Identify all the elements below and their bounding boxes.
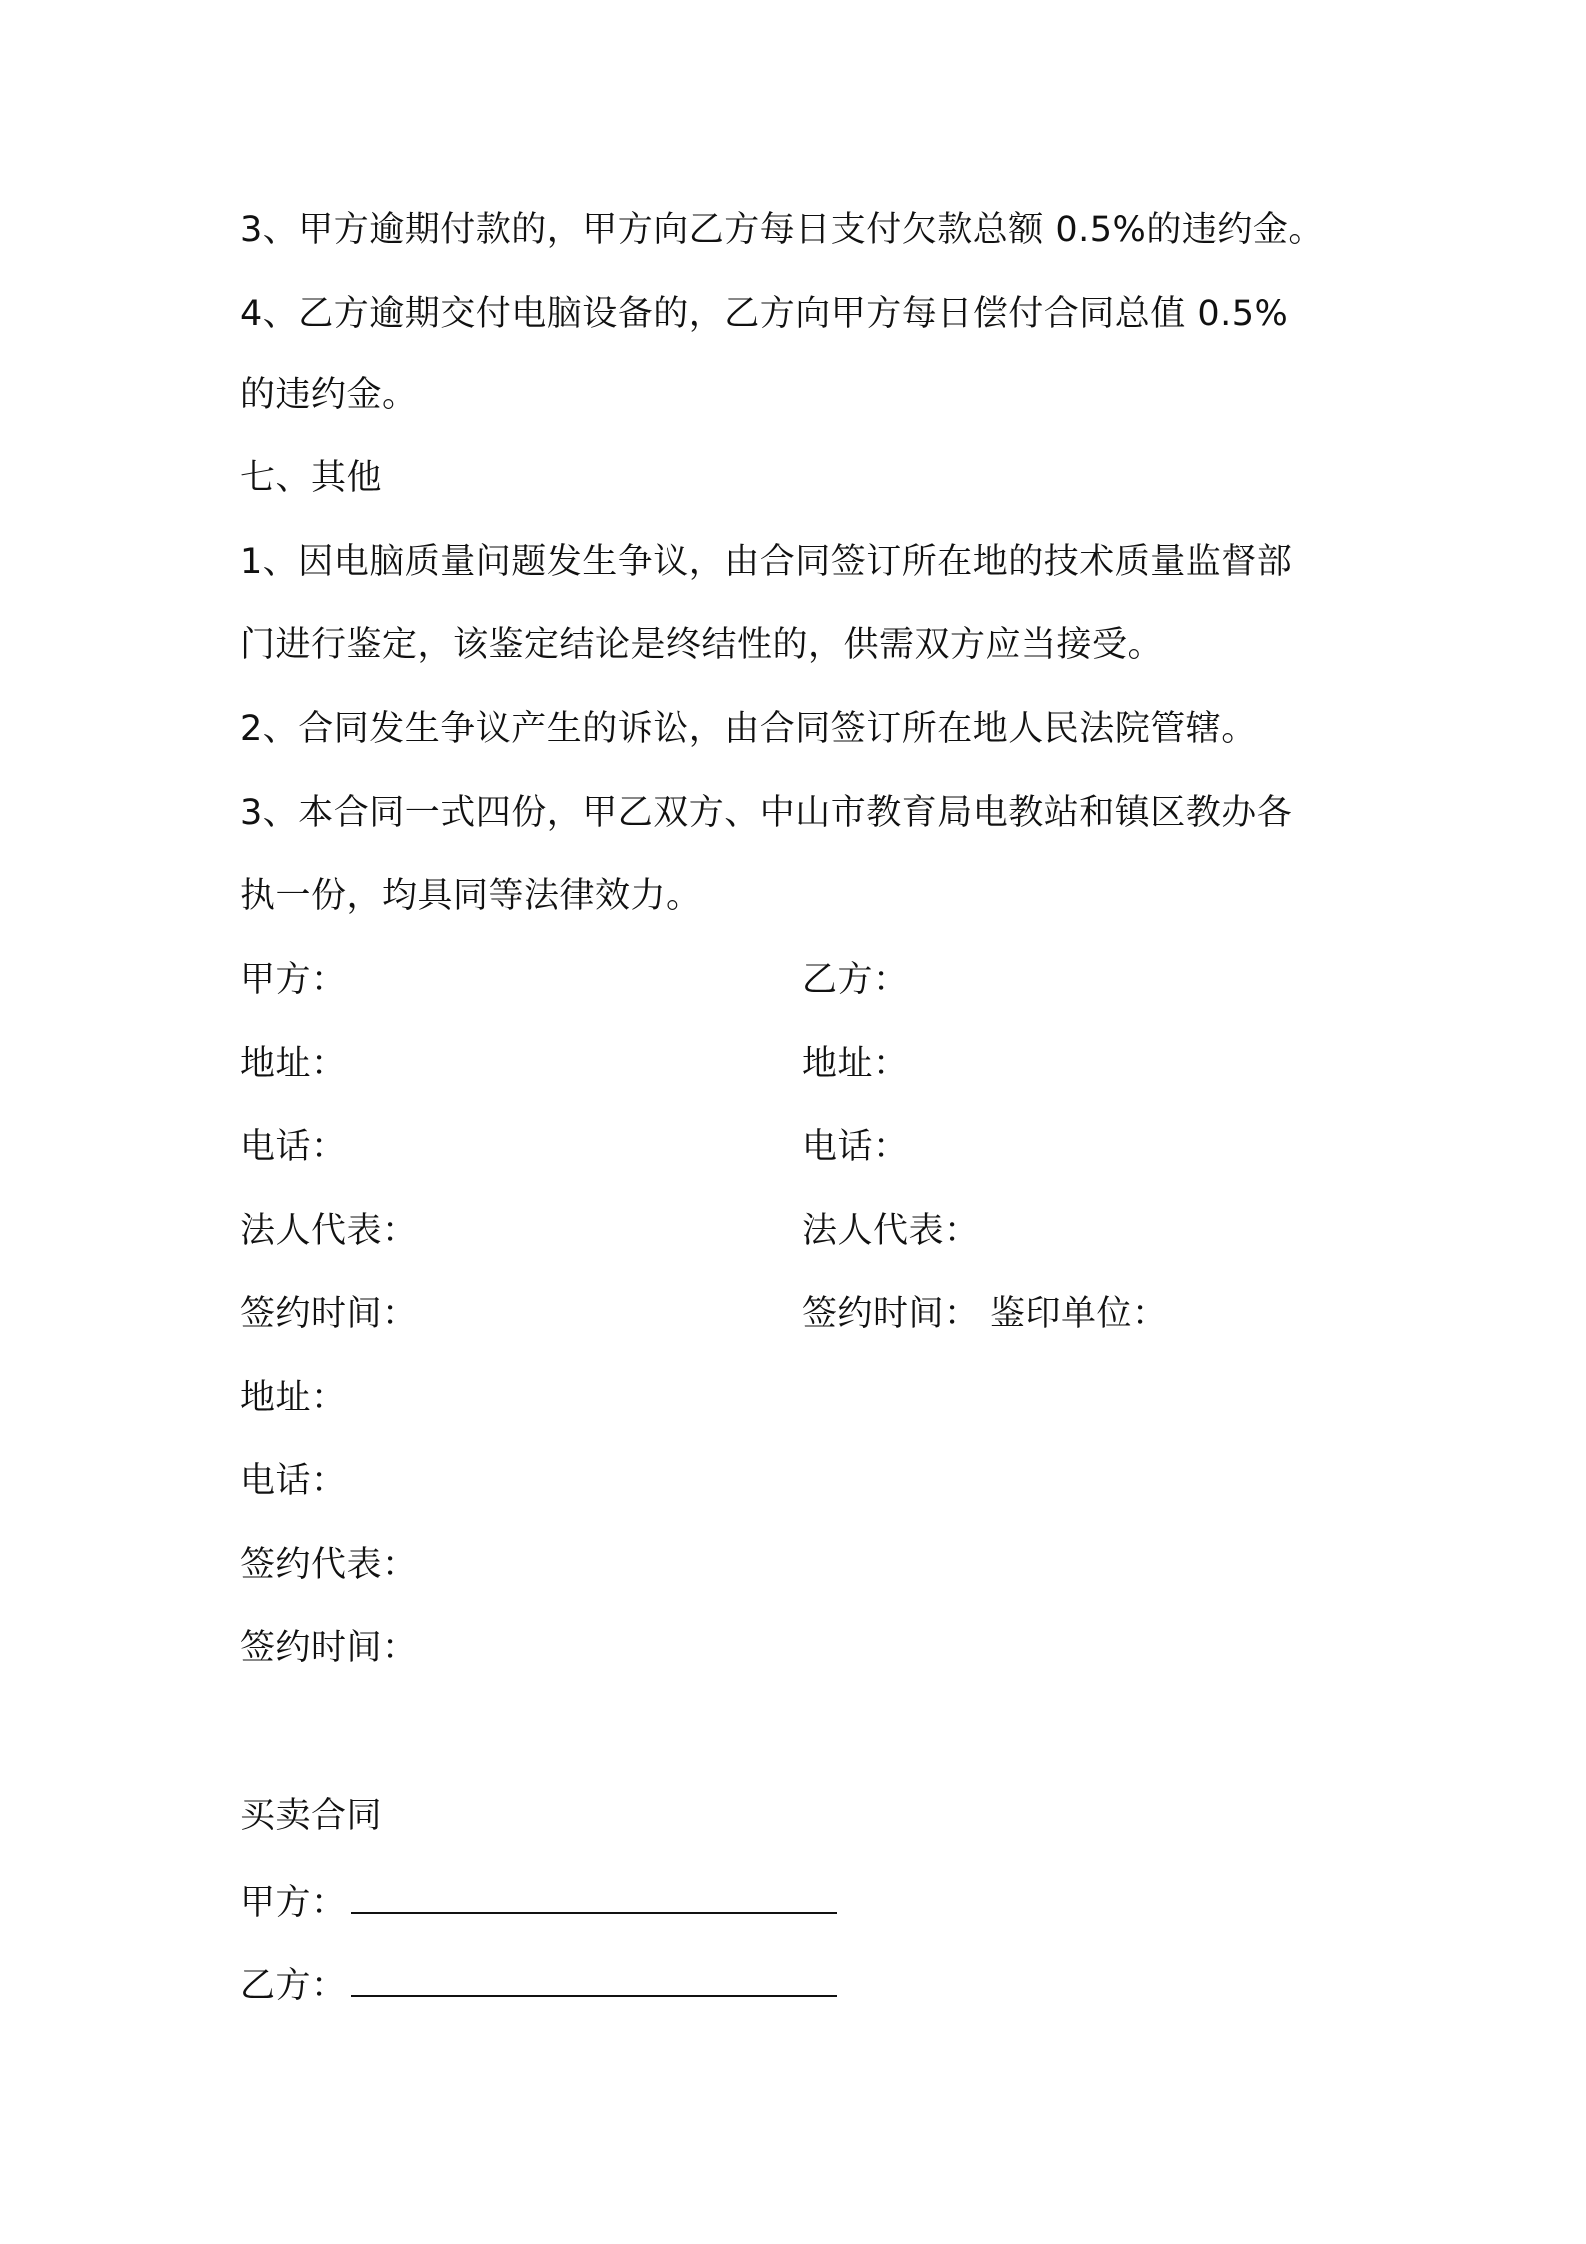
second-contract-title: 买卖合同 [240, 1796, 383, 1836]
seal-unit-label: 鉴印单位： [990, 1294, 1168, 1334]
seal-unit-sign-rep-label: 签约代表： [240, 1545, 418, 1585]
party-b-legal-rep-label: 法人代表： [802, 1211, 980, 1251]
clause-7-3-line1: 3、本合同一式四份，甲乙双方、中山市教育局电教站和镇区教办各 [240, 793, 1293, 833]
party-a-address-label: 地址： [240, 1044, 347, 1084]
clause-7-3-line2: 执一份，均具同等法律效力。 [240, 876, 702, 916]
seal-unit-address-label: 地址： [240, 1378, 347, 1418]
party-a-name-label: 甲方： [240, 960, 347, 1000]
party-a-fill-blank[interactable] [351, 1876, 837, 1914]
clause-7-2: 2、合同发生争议产生的诉讼，由合同签订所在地人民法院管辖。 [240, 709, 1257, 749]
clause-7-1-line2: 门进行鉴定，该鉴定结论是终结性的，供需双方应当接受。 [240, 625, 1164, 665]
second-contract-party-b-label: 乙方： [240, 1966, 347, 2006]
clause-7-1-line1: 1、因电脑质量问题发生争议，由合同签订所在地的技术质量监督部 [240, 542, 1293, 582]
section-heading-other: 七、其他 [240, 458, 383, 498]
party-b-address-label: 地址： [802, 1044, 909, 1084]
seal-unit-sign-time-label: 签约时间： [240, 1628, 418, 1668]
party-a-phone-label: 电话： [240, 1127, 347, 1167]
party-a-sign-time-label: 签约时间： [240, 1294, 418, 1334]
party-b-phone-label: 电话： [802, 1127, 909, 1167]
clause-6-4-line1: 4、乙方逾期交付电脑设备的，乙方向甲方每日偿付合同总值 0.5% [240, 294, 1289, 334]
second-contract-party-a-label: 甲方： [240, 1883, 347, 1923]
clause-6-3: 3、甲方逾期付款的，甲方向乙方每日支付欠款总额 0.5%的违约金。 [240, 210, 1324, 250]
party-b-name-label: 乙方： [802, 960, 909, 1000]
party-a-legal-rep-label: 法人代表： [240, 1211, 418, 1251]
party-b-fill-blank[interactable] [351, 1959, 837, 1997]
seal-unit-phone-label: 电话： [240, 1461, 347, 1501]
second-contract-party-b-row [240, 1959, 837, 2010]
clause-6-4-line2: 的违约金。 [240, 375, 418, 415]
second-contract-party-a-row [240, 1876, 837, 1927]
party-b-sign-time-label: 签约时间： [802, 1294, 980, 1334]
